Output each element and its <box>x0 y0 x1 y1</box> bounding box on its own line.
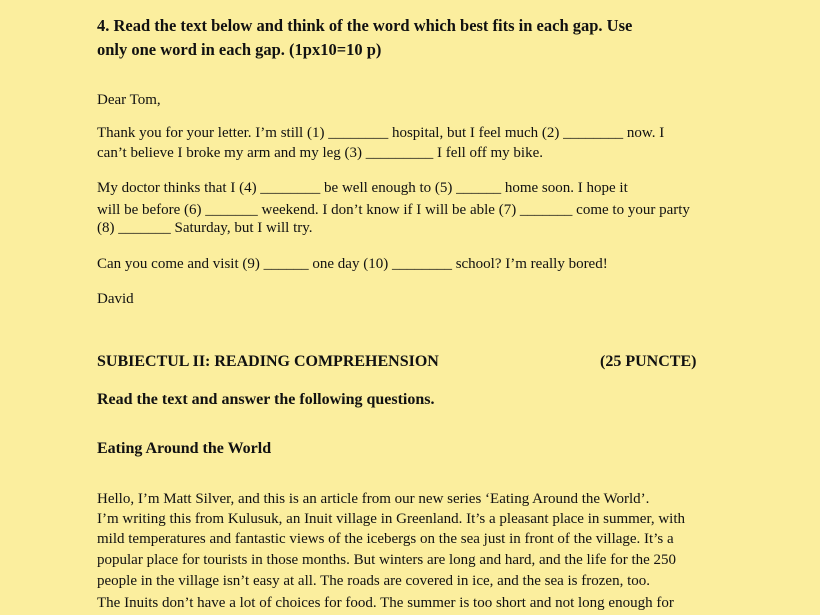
article-line-6: The Inuits don’t have a lot of choices for food. The summer is too short and not long enough for <box>97 595 674 611</box>
section-heading <box>97 352 737 372</box>
section-title: SUBIECTUL II: READING COMPREHENSION <box>97 353 439 370</box>
letter-p2-line-2: will be before (6) _______ weekend. I don’t know if I will be able (7) _______ come to your party <box>97 202 690 218</box>
letter-p3-line-1: Can you come and visit (9) ______ one day (10) ________ school? I’m really bored! <box>97 256 608 272</box>
letter-signature: David <box>97 291 134 307</box>
exercise-title-line-2: only one word in each gap. (1px10=10 p) <box>97 40 382 59</box>
article-line-1: Hello, I’m Matt Silver, and this is an article from our new series ‘Eating Around the World’. <box>97 491 650 507</box>
letter-greeting: Dear Tom, <box>97 92 161 108</box>
article-line-3: mild temperatures and fantastic views of the icebergs on the sea just in front of the village. It’s a <box>97 531 674 547</box>
letter-p2-line-3: (8) _______ Saturday, but I will try. <box>97 220 313 236</box>
exercise-title-line-1: 4. Read the text below and think of the word which best fits in each gap. Use <box>97 16 633 35</box>
letter-p1-line-2: can’t believe I broke my arm and my leg (3) _________ I fell off my bike. <box>97 145 543 161</box>
section-points: (25 PUNCTE) <box>600 353 697 370</box>
reading-instruction: Read the text and answer the following questions. <box>97 391 435 408</box>
article-line-5: people in the village isn’t easy at all. The roads are covered in ice, and the sea is frozen, too. <box>97 573 650 589</box>
article-title: Eating Around the World <box>97 440 272 457</box>
letter-p2-line-1: My doctor thinks that I (4) ________ be well enough to (5) ______ home soon. I hope it <box>97 180 628 196</box>
article-line-4: popular place for tourists in those months. But winters are long and hard, and the life for the 250 <box>97 552 677 568</box>
letter-p1-line-1: Thank you for your letter. I’m still (1) ________ hospital, but I feel much (2) ________ now. I <box>97 125 665 141</box>
article-line-2: I’m writing this from Kulusuk, an Inuit village in Greenland. It’s a pleasant place in summer, with <box>97 511 686 527</box>
